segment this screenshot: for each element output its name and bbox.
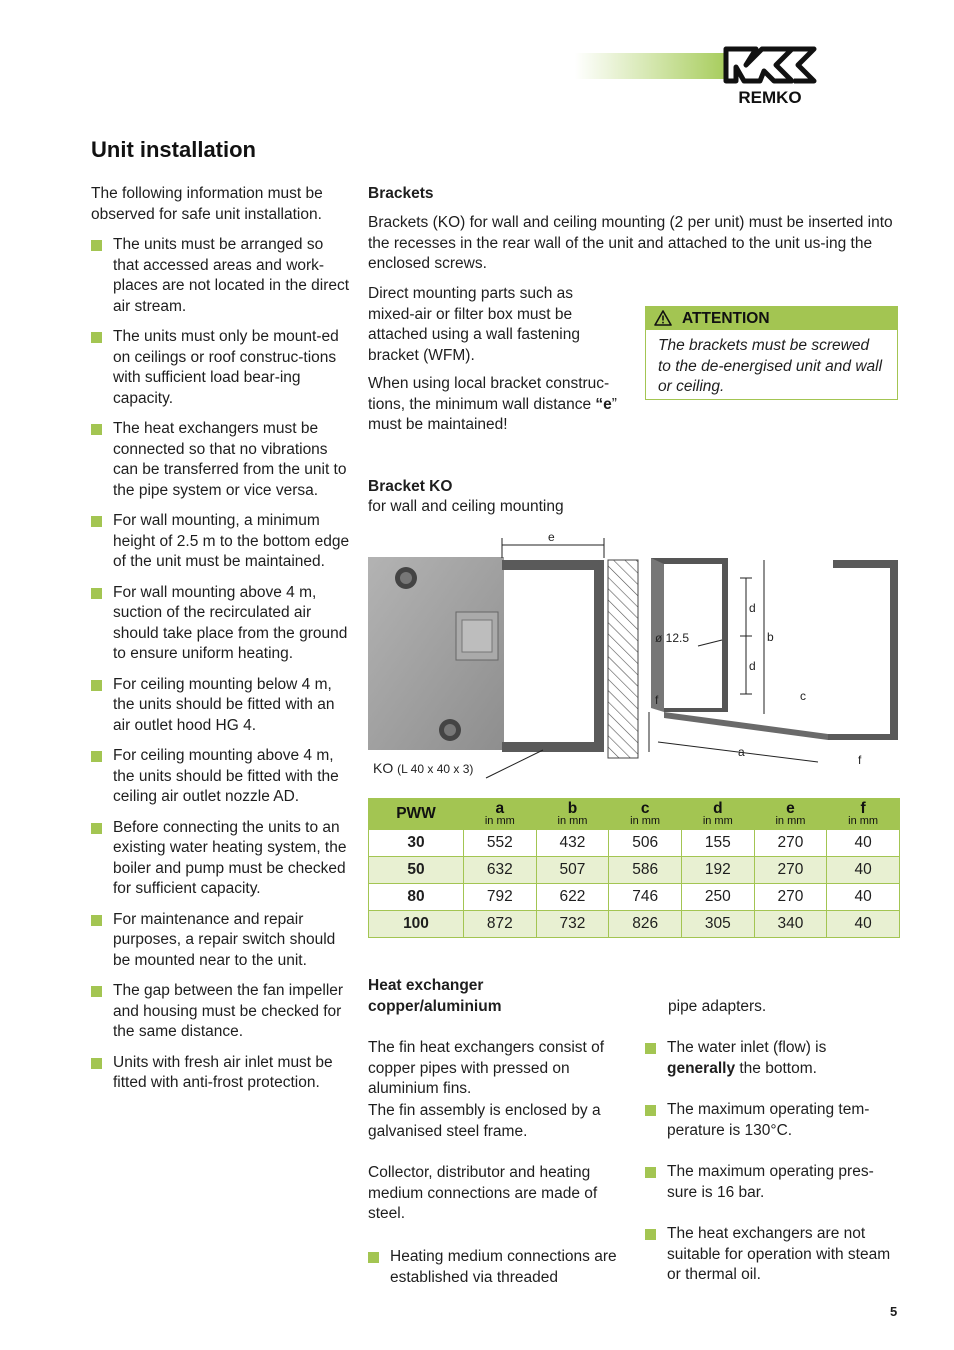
heat-exchanger-list-left	[368, 1247, 618, 1298]
brackets-paragraph-3: When using local bracket construc-tions, the minimum wall distance “e” must be maintained!	[368, 375, 617, 433]
square-bullet-icon	[645, 1229, 656, 1240]
square-bullet-icon	[91, 680, 102, 691]
hole-diameter-label: ø 12.5	[655, 631, 690, 645]
table-row: 30 552 432 506 155 270 40	[369, 830, 900, 857]
logo-text: REMKO	[738, 88, 802, 107]
dim-label-d-lower: d	[749, 659, 756, 673]
square-bullet-icon	[91, 240, 102, 251]
square-bullet-icon	[91, 823, 102, 834]
ceiling-bracket	[828, 560, 898, 740]
table-header-cell: b in mm	[536, 799, 609, 830]
list-item: For ceiling mounting above 4 m, the units should be fitted with the ceiling air outlet nozzle AD.	[91, 746, 353, 808]
list-item: The heat exchangers must be connected so that no vibrations can be transferred from the unit to the pipe system or vice versa.	[91, 419, 353, 501]
list-item: For ceiling mounting below 4 m, the units should be fitted with an air outlet hood HG 4.	[91, 675, 353, 737]
list-item: Heating medium connections are established via threaded	[368, 1247, 618, 1288]
table-header-cell: a in mm	[464, 799, 537, 830]
list-item: The heat exchangers are not suitable for operation with steam or thermal oil.	[645, 1224, 895, 1286]
list-item: For wall mounting, a minimum height of 2.5 m to the bottom edge of the unit must be maintained.	[91, 511, 353, 573]
dim-label-b: b	[767, 630, 774, 644]
table-header-cell: PWW	[369, 799, 464, 830]
square-bullet-icon	[645, 1105, 656, 1116]
installation-list	[91, 235, 353, 1094]
attention-header	[646, 307, 897, 330]
left-column	[91, 184, 353, 1104]
square-bullet-icon	[91, 588, 102, 599]
dim-label-a: a	[738, 745, 745, 759]
intro-text: The following information must be observed for safe unit installation.	[91, 185, 323, 223]
heat-exchanger-paragraph-1: The fin heat exchangers consist of copper pipes with pressed on aluminium fins.	[368, 1039, 605, 1097]
bracket-diagram	[368, 530, 900, 780]
dim-label-d-upper: d	[749, 601, 756, 615]
table-header-row	[369, 799, 900, 830]
list-item: The units must only be mount-ed on ceilings or roof construc-tions with sufficient load bear-ing capacity.	[91, 327, 353, 409]
square-bullet-icon	[91, 915, 102, 926]
table-header-cell: f in mm	[827, 799, 900, 830]
list-item: For wall mounting above 4 m, suction of the recirculated air should take place from the ground to ensure uniform heating.	[91, 583, 353, 665]
list-item: Units with fresh air inlet must be fitted with anti-frost protection.	[91, 1053, 353, 1094]
warning-triangle-icon	[654, 310, 672, 326]
list-item: The gap between the fan impeller and housing must be checked for the same distance.	[91, 981, 353, 1043]
square-bullet-icon	[91, 424, 102, 435]
bracket-ko-subheading: for wall and ceiling mounting	[368, 498, 564, 515]
brackets-paragraph-1: Brackets (KO) for wall and ceiling mounting (2 per unit) must be inserted into the recesses in the rear wall of the unit and attached to the unit us-ing the enclosed screws.	[368, 214, 893, 272]
table-row: 80 792 622 746 250 270 40	[369, 884, 900, 911]
heat-exchanger-list-right	[645, 1038, 895, 1296]
heat-exchanger-paragraph-3: Collector, distributor and heating medium connections are made of steel.	[368, 1164, 598, 1222]
table-row: 50 632 507 586 192 270 40	[369, 857, 900, 884]
list-item: The maximum operating pres-sure is 16 bar.	[645, 1162, 895, 1203]
square-bullet-icon	[91, 751, 102, 762]
square-bullet-icon	[91, 332, 102, 343]
list-item: The water inlet (flow) is generally the bottom.	[645, 1038, 895, 1079]
list-item: The maximum operating tem-perature is 130°C.	[645, 1100, 895, 1141]
table-header-cell: c in mm	[609, 799, 682, 830]
attention-box	[645, 306, 898, 400]
list-item: Before connecting the units to an existing water heating system, the boiler and pump must be checked for sufficient capacity.	[91, 818, 353, 900]
ko-label: KO (L 40 x 40 x 3)	[373, 760, 474, 776]
square-bullet-icon	[91, 1058, 102, 1069]
heat-exchanger-continuation: pipe adapters.	[668, 998, 767, 1015]
page-number: 5	[890, 1304, 898, 1319]
bracket-frame	[502, 560, 604, 752]
dim-label-e: e	[548, 530, 555, 544]
remko-logo	[722, 45, 818, 107]
table-header-cell: d in mm	[681, 799, 754, 830]
dim-label-c: c	[800, 689, 806, 703]
heat-exchanger-heading: Heat exchanger copper/aluminium	[368, 977, 502, 1015]
table-row: 100 872 732 826 305 340 40	[369, 911, 900, 938]
square-bullet-icon	[645, 1167, 656, 1178]
list-item: The units must be arranged so that accessed areas and work-places are not located in the direct air stream.	[91, 235, 353, 317]
brackets-heading: Brackets	[368, 185, 434, 202]
page-title: Unit installation	[91, 137, 256, 162]
dim-label-f-left: f	[655, 693, 659, 707]
dimension-table	[368, 798, 900, 938]
wall-hatch	[608, 560, 638, 758]
attention-label: ATTENTION	[682, 310, 770, 327]
attention-text: The brackets must be screwed to the de-energised unit and wall or ceiling.	[658, 337, 883, 395]
square-bullet-icon	[645, 1043, 656, 1054]
dim-label-f-right: f	[858, 753, 862, 767]
square-bullet-icon	[91, 986, 102, 997]
heat-exchanger-paragraph-2: The fin assembly is enclosed by a galvanised steel frame.	[368, 1102, 601, 1140]
list-item: For maintenance and repair purposes, a repair switch should be mounted near to the unit.	[91, 910, 353, 972]
bracket-ko-heading: Bracket KO	[368, 478, 453, 495]
square-bullet-icon	[368, 1252, 379, 1263]
header-gradient-bar	[575, 53, 725, 79]
brackets-paragraph-2: Direct mounting parts such as mixed-air or filter box must be attached using a wall fastening bracket (WFM).	[368, 285, 580, 364]
table-header-cell: e in mm	[754, 799, 827, 830]
square-bullet-icon	[91, 516, 102, 527]
